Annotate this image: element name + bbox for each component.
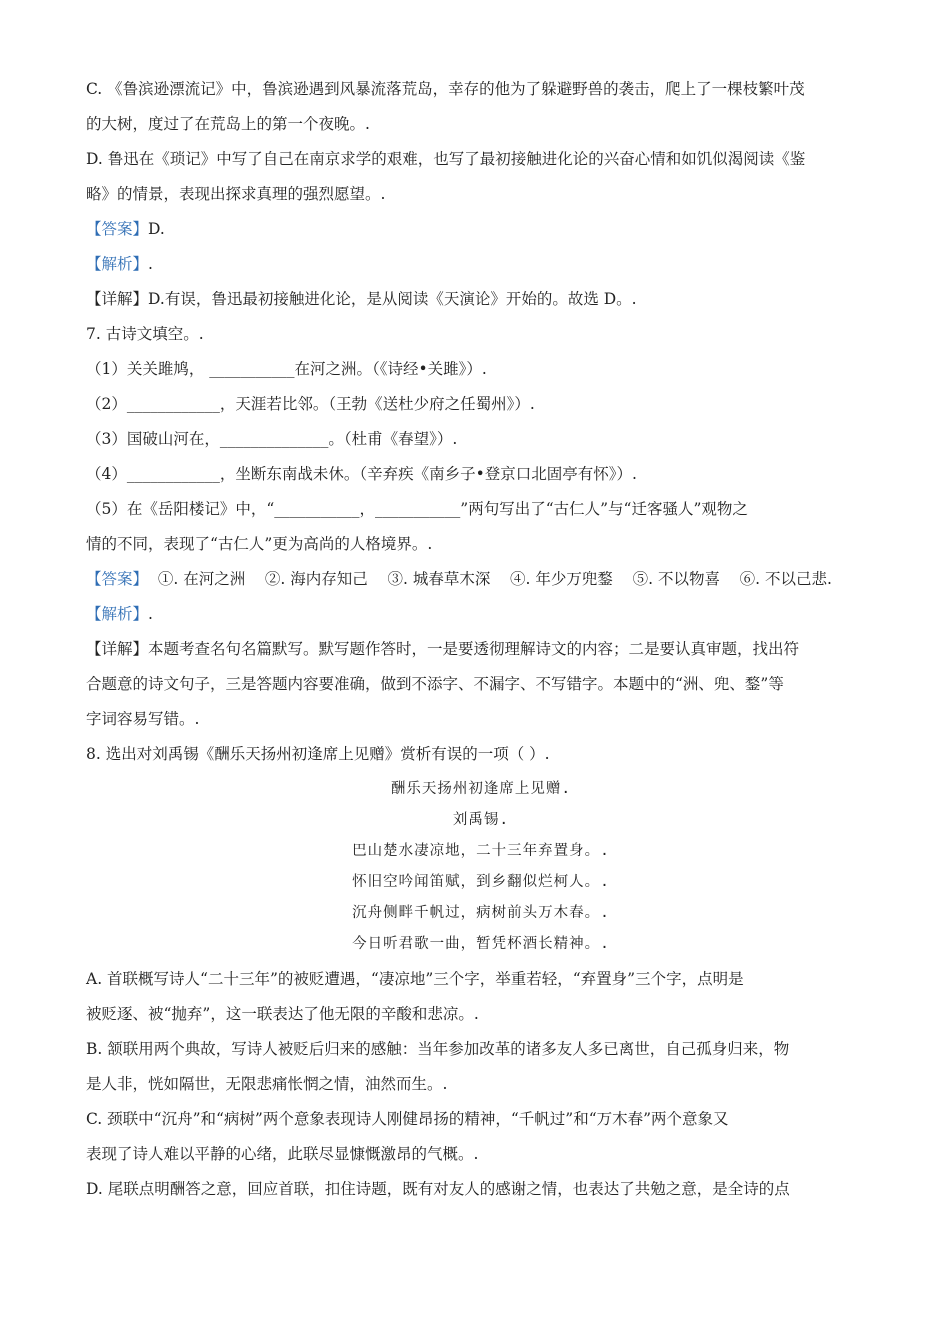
answer-tag: 【答案】 [86, 570, 149, 588]
q8-option-a-line2: 被贬逐、被“抛弃”，这一联表达了他无限的辛酸和悲凉。. [86, 1005, 479, 1023]
q7-item-1: （1）关关雎鸠， ___________在河之洲。（《诗经•关雎》）. [86, 360, 487, 378]
q6-option-c-line1: C. 《鲁滨逊漂流记》中，鲁滨逊遇到风暴流落荒岛，幸存的他为了躲避野兽的袭击，爬上了一棵枝繁叶茂 [86, 80, 805, 98]
q7-detail-line2: 合题意的诗文句子，三是答题内容要准确，做到不添字、不漏字、不写错字。本题中的“洲、兜、鍪”等 [86, 675, 784, 693]
analysis-text: . [148, 255, 153, 273]
q7-item-5-cont: 情的不同，表现了“古仁人”更为高尚的人格境界。. [86, 535, 433, 553]
q7-analysis [86, 597, 876, 632]
poem-line-3: 沉舟侧畔千帆过，病树前头万木春。. [352, 905, 610, 921]
q7-answer [86, 562, 876, 597]
q8-option-c-line1: C. 颈联中“沉舟”和“病树”两个意象表现诗人刚健昂扬的精神，“千帆过”和“万木春”两个意象又 [86, 1110, 729, 1128]
detail-text: D.有误，鲁迅最初接触进化论，是从阅读《天演论》开始的。故选 D。. [148, 290, 637, 308]
q7-item-2: （2）____________，天涯若比邻。（王勃《送杜少府之任蜀州》）. [86, 395, 535, 413]
document-page [86, 72, 876, 1207]
q6-option-c-line2: 的大树，度过了在荒岛上的第一个夜晚。. [86, 115, 370, 133]
q7-title: 7. 古诗文填空。. [86, 325, 204, 343]
answer-tag: 【答案】 [86, 220, 149, 238]
detail-tag: 【详解】 [86, 290, 149, 308]
q8-title: 8. 选出对刘禹锡《酬乐天扬州初逢席上见赠》赏析有误的一项（ ）. [86, 745, 550, 763]
q8-option-b-line2: 是人非，恍如隔世，无限悲痛怅惘之情，油然而生。. [86, 1075, 448, 1093]
q8-option-a-line1: A. 首联概写诗人“二十三年”的被贬遭遇，“凄凉地”三个字，举重若轻，“弃置身”三个字，点明是 [86, 970, 744, 988]
q6-option-d-line2: 略》的情景，表现出探求真理的强烈愿望。. [86, 185, 386, 203]
detail-tag: 【详解】 [86, 640, 149, 658]
poem-title: 酬乐天扬州初逢席上见赠. [390, 781, 572, 797]
detail-text: 本题考查名句名篇默写。默写题作答时，一是要透彻理解诗文的内容；二是要认真审题，找出符 [148, 640, 800, 658]
q8-option-d-line1: D. 尾联点明酬答之意，回应首联，扣住诗题，既有对友人的感谢之情，也表达了共勉之意，是全诗的点 [86, 1180, 790, 1198]
answer-text: ①. 在河之洲 ②. 海内存知己 ③. 城春草木深 ④. 年少万兜鍪 ⑤. 不以物喜 ⑥. 不以己悲. [148, 570, 832, 588]
q7-item-3: （3）国破山河在，______________。（杜甫《春望》）. [86, 430, 458, 448]
poem-author: 刘禹锡. [452, 812, 510, 828]
q6-analysis [86, 247, 876, 282]
q7-item-4: （4）____________，坐断东南战未休。（辛弃疾《南乡子•登京口北固亭有怀》）. [86, 465, 637, 483]
q8-option-c-line2: 表现了诗人难以平静的心绪，此联尽显慷慨激昂的气概。. [86, 1145, 479, 1163]
q7-detail-line1 [86, 632, 876, 667]
q7-item-5: （5）在《岳阳楼记》中，“___________，___________”两句写出了“古仁人”与“迁客骚人”观物之 [86, 500, 748, 518]
poem-line-1: 巴山楚水凄凉地，二十三年弃置身。. [352, 843, 610, 859]
q6-detail [86, 282, 876, 317]
q8-option-b-line1: B. 颔联用两个典故，写诗人被贬后归来的感触：当年参加改革的诸多友人多已离世，自己孤身归来，物 [86, 1040, 790, 1058]
q7-detail-line3: 字词容易写错。. [86, 710, 200, 728]
q6-answer [86, 212, 876, 247]
analysis-tag: 【解析】 [86, 605, 149, 623]
q6-option-d-line1: D. 鲁迅在《琐记》中写了自己在南京求学的艰难，也写了最初接触进化论的兴奋心情和如饥似渴阅读《鉴 [86, 150, 806, 168]
analysis-text: . [148, 605, 153, 623]
answer-text: D. [148, 220, 165, 238]
poem-line-4: 今日听君歌一曲，暂凭杯酒长精神。. [352, 936, 610, 952]
poem-block [86, 774, 876, 960]
analysis-tag: 【解析】 [86, 255, 149, 273]
poem-line-2: 怀旧空吟闻笛赋，到乡翻似烂柯人。. [352, 874, 610, 890]
